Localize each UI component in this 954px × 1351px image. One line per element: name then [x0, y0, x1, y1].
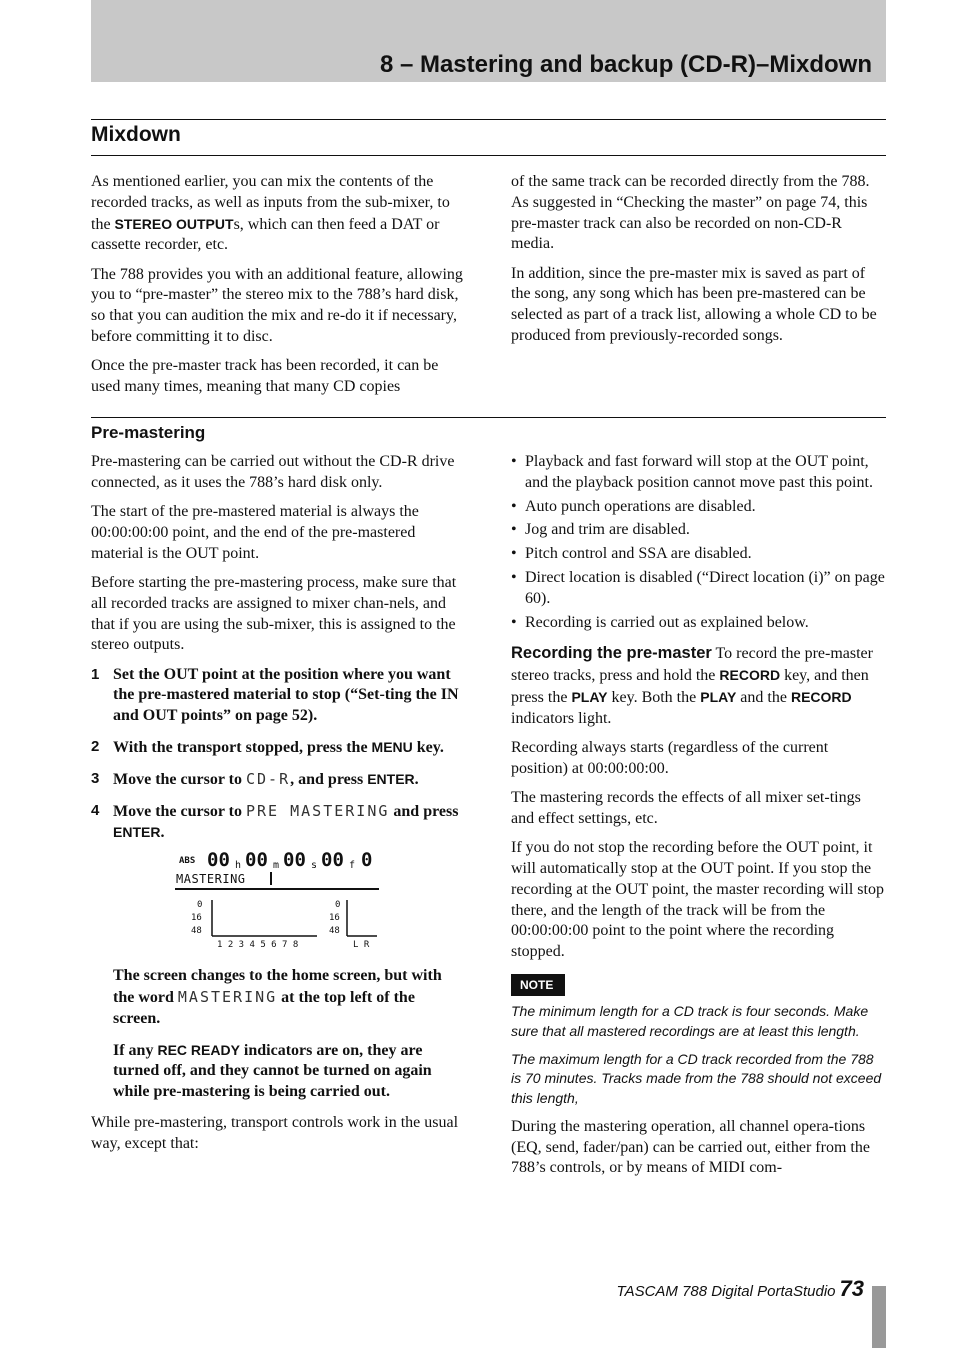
text: indicators are on, they are turned off, and they cannot be turned on again while pre-mastering is being carried out. — [113, 1041, 432, 1101]
subsection-title: Pre-mastering — [91, 423, 206, 442]
paragraph: While pre-mastering, transport controls work in the usual way, except that: — [91, 1114, 459, 1152]
lcd-hours-unit: h — [235, 860, 242, 872]
mixdown-left-column — [91, 172, 464, 406]
paragraph: If you do not stop the recording before the OUT point, it will automatically stop at the OUT point. If you stop the recording at the OUT point, the master recording will stop there, and the length of the track will be from the 00:00:00:00 point to the point where the recording stopped. — [511, 839, 884, 961]
lcd-minutes-unit: m — [273, 860, 280, 872]
key-label: ENTER — [367, 770, 415, 787]
section-bottom-rule — [91, 155, 886, 156]
lcd-minutes: 00 — [245, 850, 268, 872]
premastering-right-column — [511, 452, 886, 1188]
text: If any — [113, 1041, 158, 1059]
step-text: With the transport stopped, press the — [113, 739, 372, 757]
paragraph: of the same track can be recorded directly from the 788. As suggested in “Checking the master” on page 74, this pre-master track can also be recorded on non-CD-R media. — [511, 173, 870, 253]
text: The screen changes to the home screen, but with the word — [113, 967, 442, 1007]
lcd-text: MASTERING — [177, 988, 278, 1007]
section-title: Mixdown — [91, 123, 181, 146]
step-number: 1 — [91, 665, 100, 683]
lcd-frames: 00 — [321, 850, 344, 872]
lcd-text: PRE MASTERING — [246, 801, 390, 820]
paragraph: The 788 provides you with an additional feature, allowing you to “pre-master” the stereo mix to the 788’s hard disk, so that you can audition the mix and re-do it if necessary, before committing it to disc. — [91, 265, 463, 346]
step-text: . — [414, 770, 419, 788]
lcd-scale-mid-right: 16 — [329, 913, 340, 924]
list-item: • Playback and fast forward will stop at the OUT point, and the playback position cannot move past this point. — [511, 452, 886, 494]
lcd-scale-top-right: 0 — [335, 900, 341, 911]
key-label: REC READY — [157, 1041, 240, 1058]
lcd-cursor — [270, 872, 272, 885]
paragraph: In addition, since the pre-master mix is saved as part of the song, any song which has been pre-mastered can be selected as part of a track list, allowing a whole CD to be produced from previously-recorded songs. — [511, 264, 877, 345]
page-tab-marker — [872, 1286, 886, 1348]
footer-product: TASCAM 788 Digital PortaStudio — [616, 1283, 836, 1300]
premastering-left-column — [91, 452, 464, 1163]
text: at the top left of the screen. — [113, 989, 415, 1027]
note-badge: NOTE — [511, 974, 565, 997]
list-item: • Pitch control and SSA are disabled. — [511, 544, 886, 565]
paragraph: Pre-mastering can be carried out without the CD-R drive connected, as it uses the 788’s hard disk only. — [91, 453, 455, 491]
lcd-mode-label: MASTERING — [176, 872, 246, 887]
lcd-abs-label: ABS — [179, 856, 196, 867]
step-number: 4 — [91, 801, 100, 819]
paragraph — [91, 172, 464, 256]
page-footer — [617, 1276, 864, 1302]
paragraph: Before starting the pre-mastering process, make sure that all recorded tracks are assigned to mixer chan-nels, and that if you are using the sub-mixer, this is assigned to the stereo outputs. — [91, 573, 457, 654]
lcd-seconds-unit: s — [311, 860, 318, 872]
step-2 — [91, 737, 464, 759]
step-text: Move the cursor to — [113, 802, 246, 820]
run-in-heading: Recording the pre-master — [511, 644, 712, 663]
paragraph: The start of the pre-mastered material is always the 00:00:00:00 point, and the end of the pre-mastered material is the OUT point. — [91, 503, 419, 562]
step-number: 3 — [91, 769, 100, 787]
subsection-rule — [91, 417, 886, 418]
lcd-scale-bot-right: 48 — [329, 926, 340, 937]
text: s, which can then feed a DAT or cassette recorder, etc. — [91, 215, 440, 254]
lcd-subframe: 0 — [361, 850, 373, 872]
key-label: MENU — [371, 739, 413, 756]
result-paragraph — [91, 966, 464, 1029]
lcd-frames-unit: f — [349, 860, 356, 872]
paragraph: Recording always starts (regardless of the current position) at 00:00:00:00. — [511, 739, 829, 777]
lcd-track-labels: 1 2 3 4 5 6 7 8 — [217, 940, 299, 951]
step-text: Move the cursor to — [113, 770, 246, 788]
step-1 — [91, 665, 464, 727]
text: As mentioned earlier, you can mix the contents of the recorded tracks, as well as inputs from the sub-mixer, to the — [91, 173, 450, 233]
lcd-screen-figure — [175, 850, 381, 950]
step-text: key. — [412, 739, 444, 757]
lcd-seconds: 00 — [283, 850, 306, 872]
paragraph: The mastering records the effects of all mixer set-tings and effect settings, etc. — [511, 789, 861, 827]
section-top-rule — [91, 119, 886, 120]
recording-paragraph — [511, 643, 886, 729]
lcd-scale-mid: 16 — [191, 913, 202, 924]
list-item: • Jog and trim are disabled. — [511, 520, 886, 541]
text: To record the pre-master stereo tracks, press and hold the — [511, 645, 873, 685]
key-label: PLAY — [571, 688, 608, 705]
text: key. Both the — [607, 688, 701, 706]
note-text: The minimum length for a CD track is four seconds. Make sure that all mastered recordings are at least this length. — [511, 1003, 869, 1039]
step-text: and press — [389, 802, 459, 820]
paragraph: Once the pre-master track has been recorded, it can be used many times, meaning that many CD copies — [91, 357, 439, 396]
step-text: Set the OUT point at the position where you want the pre-mastered material to stop (“Set-ting the IN and OUT points” on page 52). — [113, 665, 459, 725]
list-item: • Direct location is disabled (“Direct location (i)” on page 60). — [511, 568, 886, 610]
list-item: • Recording is carried out as explained below. — [511, 613, 886, 634]
mixdown-right-column — [511, 172, 885, 355]
step-number: 2 — [91, 738, 100, 756]
text: key, and then press the — [511, 667, 869, 706]
exceptions-list — [511, 452, 886, 633]
lcd-scale-bot: 48 — [191, 926, 202, 937]
step-3 — [91, 769, 464, 791]
step-4 — [91, 801, 464, 845]
header-band — [91, 0, 886, 82]
step-text: . — [160, 824, 165, 842]
key-label: PLAY — [700, 688, 737, 705]
lcd-scale-top: 0 — [197, 900, 203, 911]
key-label: RECORD — [719, 667, 781, 684]
list-item: • Auto punch operations are disabled. — [511, 497, 886, 518]
chapter-title: 8 – Mastering and backup (CD-R)–Mixdown — [379, 51, 872, 78]
key-label: ENTER — [113, 824, 161, 841]
lcd-lr-labels: L R — [353, 940, 370, 951]
key-label: STEREO OUTPUT — [114, 215, 234, 232]
lcd-text: CD-R — [246, 769, 291, 788]
rec-ready-paragraph — [91, 1040, 464, 1103]
text: and the — [736, 688, 791, 706]
text: indicators light. — [511, 709, 612, 727]
step-text: , and press — [290, 770, 368, 788]
page-number: 73 — [839, 1276, 864, 1301]
paragraph: During the mastering operation, all channel opera-tions (EQ, send, fader/pan) can be carried out, either from the 788’s controls, or by means of MIDI com- — [511, 1117, 870, 1177]
note-text: The maximum length for a CD track recorded from the 788 is 70 minutes. Tracks made from the 788 should not exceed this length, — [511, 1050, 882, 1106]
lcd-hours: 00 — [207, 850, 230, 872]
key-label: RECORD — [790, 688, 852, 705]
